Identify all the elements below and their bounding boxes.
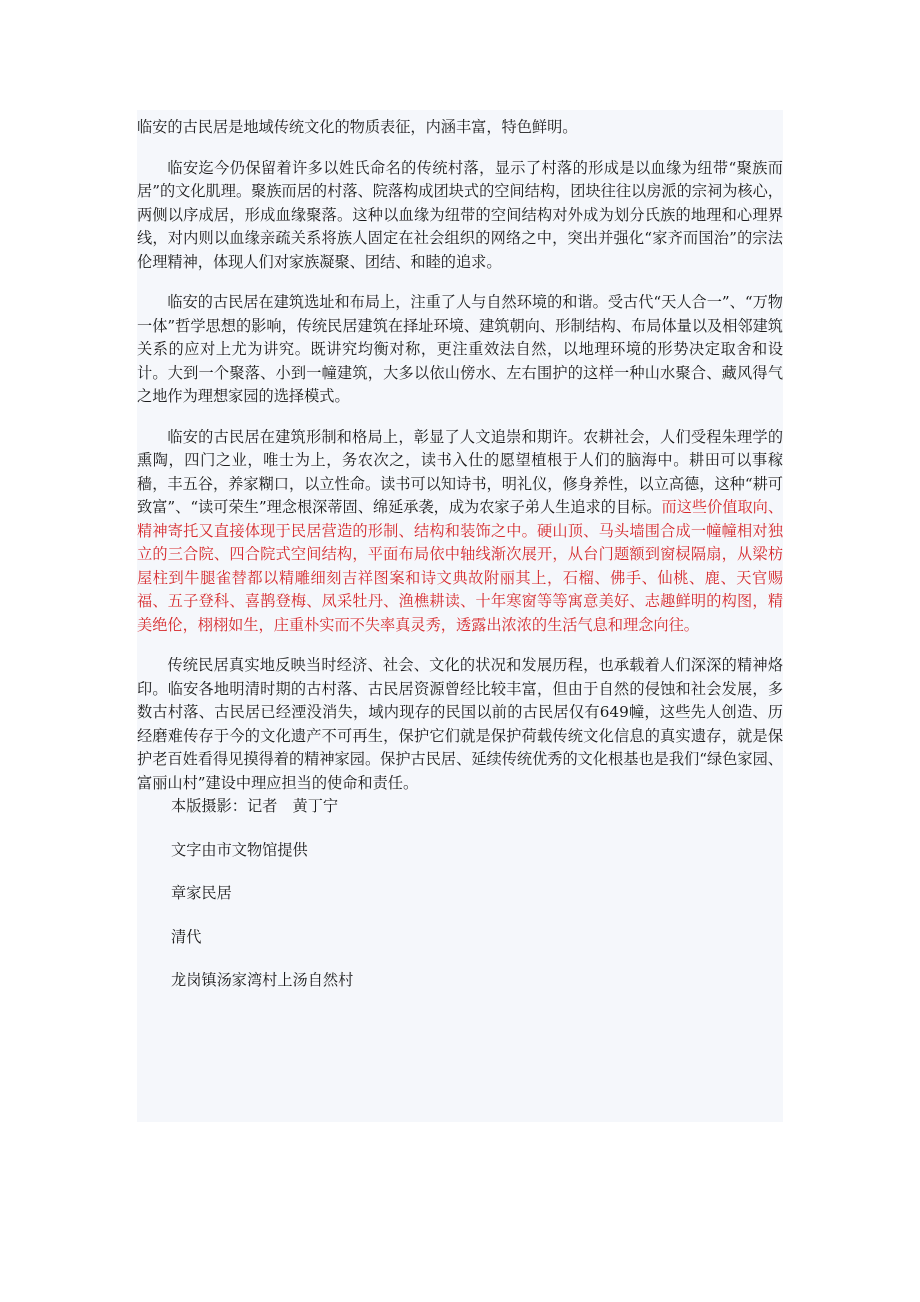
- caption-name: 章家民居: [171, 884, 232, 902]
- intro-paragraph: 临安的古民居是地域传统文化的物质表征，内涵丰富，特色鲜明。: [137, 118, 578, 136]
- photo-credit: 本版摄影：记者 黄丁宁: [171, 797, 339, 815]
- paragraph-site-layout: 临安的古民居在建筑选址和布局上，注重了人与自然环境的和谐。受古代“天人合一”、“万物一体”哲学思想的影响，传统民居建筑在择址环境、建筑朝向、形制结构、布局体量以及相邻建筑关系的应对上尤为讲究。既讲究均衡对称，更注重效法自然，以地理环境的形势决定取舍和设计。大到一个聚落、小到一幢建筑，大多以依山傍水、左右围护的这样一种山水聚合、藏风得气之地作为理想家园的选择模式。: [137, 293, 783, 405]
- article-body: [137, 110, 783, 1122]
- caption-location: 龙岗镇汤家湾村上汤自然村: [171, 971, 354, 989]
- highlighted-text: 而这些价值取向、精神寄托又直接体现于民居营造的形制、结构和装饰之中。硬山顶、马头墙围合成一幢幢相对独立的三合院、四合院式空间结构，平面布局依中轴线渐次展开，从台门题额到窗棂隔扇，从梁枋屋柱到牛腿雀替都以精雕细刻吉祥图案和诗文典故附丽其上，石榴、佛手、仙桃、鹿、天官赐福、五子登科、喜鹊登梅、凤采牡丹、渔樵耕读、十年寒窗等等寓意美好、志趣鲜明的构图，精美绝伦，栩栩如生，庄重朴实而不失率真灵秀，透露出浓浓的生活气息和理念向往。: [137, 498, 783, 634]
- paragraph-form-structure: [137, 426, 783, 638]
- paragraph-form-structure-text: 临安的古民居在建筑形制和格局上，彰显了人文追崇和期许。农耕社会，人们受程朱理学的熏陶，四门之业，唯士为上，务农次之，读书入仕的愿望植根于人们的脑海中。耕田可以事稼穑，丰五谷，养家糊口，以立性命。读书可以知诗书，明礼仪，修身养性，以立高德，这种“耕可致富”、“读可荣生”理念根深蒂固、绵延承袭，成为农家子弟人生追求的目标。: [137, 427, 783, 516]
- text-credit: 文字由市文物馆提供: [171, 840, 308, 859]
- caption-era: 清代: [171, 927, 202, 946]
- paragraph-preservation: 传统民居真实地反映当时经济、社会、文化的状况和发展历程，也承载着人们深深的精神烙印。临安各地明清时期的古村落、古民居资源曾经比较丰富，但由于自然的侵蚀和社会发展，多数古村落、古民居已经湮没消失，域内现存的民国以前的古民居仅有649幢，这些先人创造、历经磨难传存于今的文化遗产不可再生，保护它们就是保护荷载传统文化信息的真实遗存，就是保护老百姓看得见摸得着的精神家园。保护古民居、延续传统优秀的文化根基也是我们“绿色家园、富丽山村”建设中理应担当的使命和责任。: [137, 656, 783, 792]
- paragraph-clan-villages: 临安迄今仍保留着许多以姓氏命名的传统村落，显示了村落的形成是以血缘为纽带“聚族而居”的文化肌理。聚族而居的村落、院落构成团块式的空间结构，团块往往以房派的宗祠为核心，两侧以序成居，形成血缘聚落。这种以血缘为纽带的空间结构对外成为划分氏族的地理和心理界线，对内则以血缘亲疏关系将族人固定在社会组织的网络之中，突出并强化“家齐而国治”的宗法伦理精神，体现人们对家族凝聚、团结、和睦的追求。: [137, 158, 783, 271]
